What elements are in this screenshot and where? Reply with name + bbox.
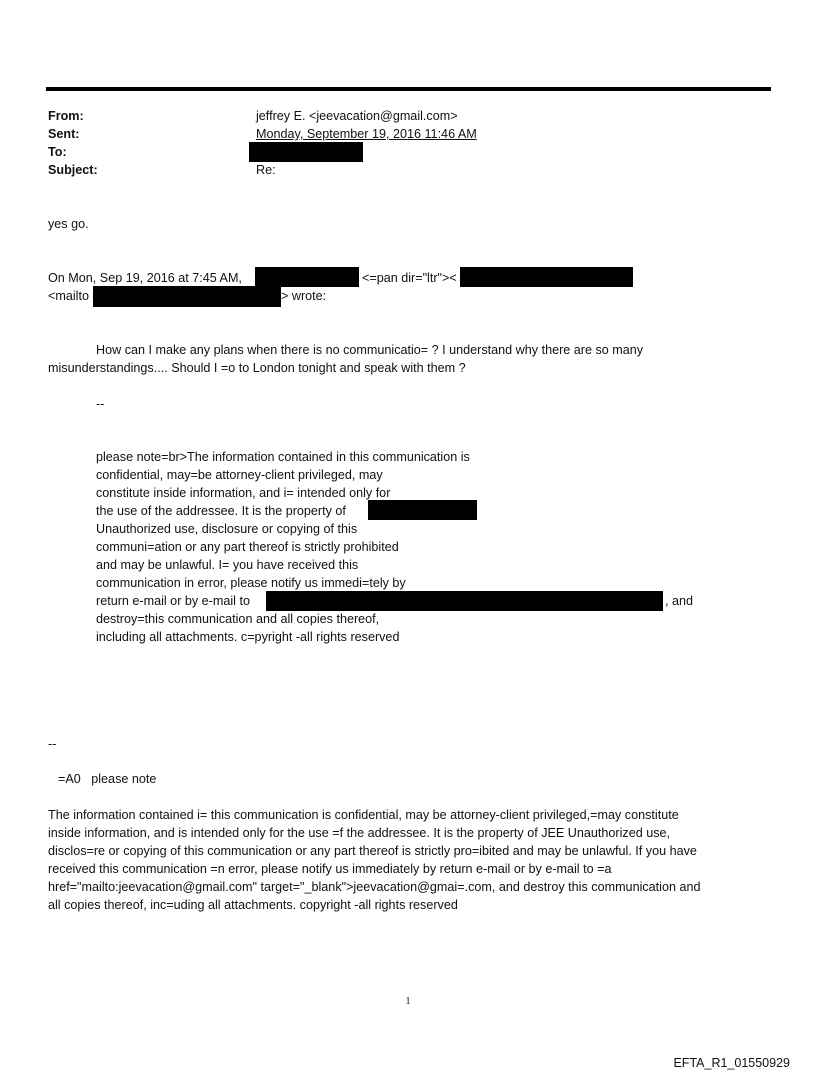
disclaimer-line: destroy=this communication and all copies thereof,: [96, 612, 380, 626]
footer-disclaimer-line: disclos=re or copying of this communication or any part thereof is strictly pro=ibited and may be unlawful. If you have: [48, 844, 697, 858]
disclaimer-line: and may be unlawful. I= you have received this: [96, 558, 359, 572]
disclaimer-line: communication in error, please notify us immedi=tely by: [96, 576, 406, 590]
sent-label: Sent:: [48, 127, 80, 141]
signature-dash: --: [96, 397, 105, 411]
to-redaction: [249, 142, 363, 162]
disclaimer-line: constitute inside information, and i= intended only for: [96, 486, 391, 500]
quote-intro-date: On Mon, Sep 19, 2016 at 7:45 AM,: [48, 271, 242, 285]
sender-name-redaction: [255, 267, 359, 287]
footer-disclaimer-line: inside information, and is intended only for the use =f the addressee. It is the property of JEE Unauthorized use,: [48, 826, 671, 840]
bates-number: EFTA_R1_01550929: [673, 1056, 790, 1070]
from-value: jeffrey E. <jeevacation@gmail.com>: [256, 109, 458, 123]
sender-email-redaction: [460, 267, 633, 287]
footer-disclaimer-line: received this communication =n error, please notify us immediately by return e-mail or by e-mail to =a: [48, 862, 612, 876]
footer-disclaimer-line: href="mailto:jeevacation@gmail.com" target="_blank">jeevacation@gmai=.com, and destroy this communication and: [48, 880, 701, 894]
header-rule: [46, 87, 771, 91]
quote-intro-mailto: <mailto: [48, 289, 89, 303]
from-label: From:: [48, 109, 84, 123]
disclaimer-line: confidential, may=be attorney-client privileged, may: [96, 468, 383, 482]
disclaimer-line: return e-mail or by e-mail to: [96, 594, 250, 608]
quote-intro-wrote: > wrote:: [281, 289, 327, 303]
footer-disclaimer-line: all copies thereof, inc=uding all attachments. copyright -all rights reserved: [48, 898, 458, 912]
subject-value: Re:: [256, 163, 276, 177]
question-line-1: How can I make any plans when there is no communicatio= ? I understand why there are so many: [96, 343, 644, 357]
please-note-line: =A0 please note: [58, 772, 157, 786]
question-line-2: misunderstandings.... Should I =o to London tonight and speak with them ?: [48, 361, 466, 375]
property-owner-redaction: [368, 500, 477, 520]
signature-dash-2: --: [48, 737, 57, 751]
contact-email-redaction: [266, 591, 663, 611]
disclaimer-line: including all attachments. c=pyright -all rights reserved: [96, 630, 400, 644]
subject-label: Subject:: [48, 163, 98, 177]
disclaimer-line: please note=br>The information contained in this communication is: [96, 450, 470, 464]
reply-text: yes go.: [48, 217, 89, 231]
disclaimer-line: Unauthorized use, disclosure or copying of this: [96, 522, 358, 536]
footer-disclaimer-line: The information contained i= this communication is confidential, may be attorney-client privileged,=may constitute: [48, 808, 679, 822]
page-number: 1: [405, 996, 411, 1007]
to-label: To:: [48, 145, 67, 159]
disclaimer-line: communi=ation or any part thereof is strictly prohibited: [96, 540, 399, 554]
quote-intro-span: <=pan dir="ltr"><: [362, 271, 457, 285]
mailto-redaction: [93, 286, 281, 307]
disclaimer-line: the use of the addressee. It is the property of: [96, 504, 346, 518]
disclaimer-and: , and: [665, 594, 694, 608]
sent-value: Monday, September 19, 2016 11:46 AM: [256, 127, 477, 141]
